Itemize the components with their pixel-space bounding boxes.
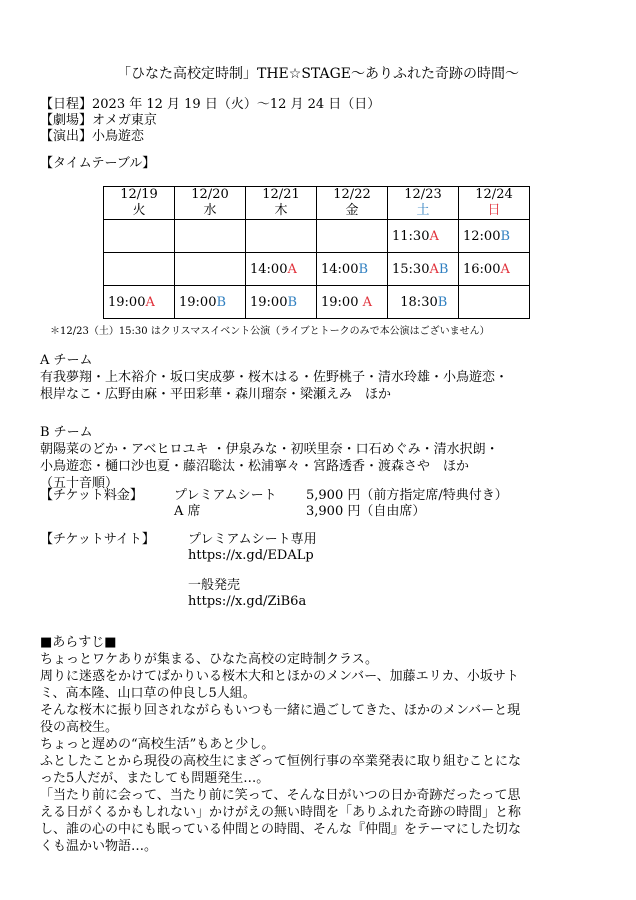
synopsis-line: 「当たり前に会って、当たり前に笑って、そんな日がいつの日か奇跡だったって思 bbox=[40, 788, 521, 803]
team-label: B bbox=[437, 294, 448, 310]
header-date: 12/24 bbox=[475, 187, 513, 202]
header-date: 12/23 bbox=[404, 187, 442, 202]
team-label: B bbox=[500, 228, 511, 244]
team-label: A bbox=[429, 228, 439, 244]
performance-cell: 19:00A bbox=[104, 286, 175, 319]
performance-cell: 12:00B bbox=[459, 220, 530, 253]
synopsis-line: ふとしたことから現役の高校生にまざって恒例行事の卒業発表に取り組むことにな bbox=[40, 754, 522, 769]
team-label: A bbox=[145, 294, 155, 310]
team-b-members: 小鳥遊恋・樋口沙也夏・藤沼聡汰・松浦寧々・宮路透香・渡森さや ほか bbox=[40, 459, 470, 474]
header-day: 金 bbox=[345, 203, 359, 218]
ticket-price-label: 【チケット料金】 bbox=[40, 488, 143, 503]
timetable-heading: 【タイムテーブル】 bbox=[40, 156, 156, 171]
team-b-section bbox=[40, 424, 610, 492]
synopsis-line: し、誰の心の中にも眠っている仲間との時間、そんな『仲間』をテーマにした切な bbox=[40, 822, 522, 837]
synopsis-line: 役の高校生。 bbox=[40, 720, 119, 735]
synopsis-line: ちょっと遅めの“高校生活”もあと少し。 bbox=[40, 737, 275, 752]
header-cell bbox=[459, 187, 530, 220]
team-a-members: 根岸なこ・広野由麻・平田彩華・森川瑠奈・梁瀬えみ ほか bbox=[40, 387, 392, 402]
timetable-row bbox=[104, 286, 530, 319]
performance-cell: 14:00A bbox=[246, 253, 317, 286]
team-label: B bbox=[216, 294, 227, 310]
performance-cell: 16:00A bbox=[459, 253, 530, 286]
synopsis-line: くも温かい物語…。 bbox=[40, 839, 158, 854]
venue: 【劇場】オメガ東京 bbox=[40, 113, 157, 128]
performance-cell bbox=[246, 220, 317, 253]
ticket-site-label: 【チケットサイト】 bbox=[40, 532, 155, 547]
synopsis-line: ミ、高本隆、山口草の仲良し5人組。 bbox=[40, 686, 256, 701]
header-date: 12/19 bbox=[120, 187, 158, 202]
performance-cell bbox=[104, 220, 175, 253]
header-day-sunday: 日 bbox=[487, 203, 501, 218]
timetable-note: ＊12/23（土）15:30 はクリスマスイベント公演（ライブとトークのみで本公演はございません） bbox=[50, 326, 490, 337]
synopsis-line: 周りに迷惑をかけてばかりいる桜木大和とほかのメンバー、加藤エリカ、小坂サト bbox=[40, 669, 519, 684]
timetable-header-row bbox=[104, 187, 530, 220]
performance-cell: 15:30AB bbox=[388, 253, 459, 286]
synopsis-line: える日がくるかもしれない」かけがえの無い時間を「ありふれた奇跡の時間」と称 bbox=[40, 805, 522, 820]
header-day: 水 bbox=[203, 203, 217, 218]
header-date: 12/22 bbox=[333, 187, 371, 202]
team-label: A bbox=[287, 261, 297, 277]
header-cell bbox=[175, 187, 246, 220]
synopsis-line: そんな桜木に振り回されながらもいつも一緒に過ごしてきた、ほかのメンバーと現 bbox=[40, 703, 521, 718]
header-date: 12/20 bbox=[191, 187, 229, 202]
performance-cell: 19:00B bbox=[246, 286, 317, 319]
team-b-heading: B チーム bbox=[40, 425, 93, 440]
team-label: B bbox=[358, 261, 369, 277]
general-site-url[interactable]: https://x.gd/ZiB6a bbox=[188, 594, 307, 609]
team-a-heading: A チーム bbox=[40, 353, 93, 368]
performance-cell bbox=[175, 253, 246, 286]
performance-cell bbox=[459, 286, 530, 319]
general-site-label: 一般発売 bbox=[188, 578, 241, 593]
ticket-a-name: A 席 bbox=[174, 504, 201, 519]
team-b-members: 朝陽菜のどか・アベヒロユキ ・伊泉みな・初咲里奈・口石めぐみ・清水択朗・ bbox=[40, 442, 499, 457]
timetable-row bbox=[104, 253, 530, 286]
performance-cell bbox=[317, 220, 388, 253]
timetable-row bbox=[104, 220, 530, 253]
synopsis-section bbox=[40, 634, 610, 855]
performance-cell: 19:00 A bbox=[317, 286, 388, 319]
header-cell bbox=[104, 187, 175, 220]
synopsis-line: った5人だが、またしても問題発生…。 bbox=[40, 771, 270, 786]
performance-cell: 19:00B bbox=[175, 286, 246, 319]
header-cell bbox=[317, 187, 388, 220]
header-day-saturday: 土 bbox=[416, 203, 430, 218]
schedule-dates: 【日程】2023 年 12 月 19 日（火）〜12 月 24 日（日） bbox=[40, 97, 381, 112]
performance-cell bbox=[104, 253, 175, 286]
ticket-premium-price: 5,900 円（前方指定席/特典付き） bbox=[306, 488, 508, 503]
director: 【演出】小鳥遊恋 bbox=[40, 129, 145, 144]
page-title: 「ひなた高校定時制」THE☆STAGE〜ありふれた奇跡の時間〜 bbox=[117, 66, 519, 82]
header-cell bbox=[246, 187, 317, 220]
header-date: 12/21 bbox=[262, 187, 300, 202]
premium-site-url[interactable]: https://x.gd/EDALp bbox=[188, 548, 314, 563]
timetable bbox=[103, 186, 530, 319]
performance-cell: 18:30B bbox=[388, 286, 459, 319]
team-a-members: 有我夢翔・上木裕介・坂口実成夢・桜木はる・佐野桃子・清水玲雄・小鳥遊恋・ bbox=[40, 370, 509, 385]
ticket-a-price: 3,900 円（自由席） bbox=[306, 504, 426, 519]
performance-cell: 11:30A bbox=[388, 220, 459, 253]
team-b-order-note: （五十音順） bbox=[40, 476, 119, 491]
premium-site-label: プレミアムシート専用 bbox=[188, 532, 317, 547]
header-day: 火 bbox=[132, 203, 146, 218]
performance-cell bbox=[175, 220, 246, 253]
team-a-section bbox=[40, 352, 610, 403]
ticket-premium-name: プレミアムシート bbox=[174, 488, 277, 503]
team-label: A bbox=[500, 261, 510, 277]
performance-cell: 14:00B bbox=[317, 253, 388, 286]
header-cell bbox=[388, 187, 459, 220]
synopsis-line: ちょっとワケありが集まる、ひなた高校の定時制クラス。 bbox=[40, 652, 379, 667]
synopsis-heading: ■あらすじ■ bbox=[40, 635, 117, 650]
header-day: 木 bbox=[274, 203, 288, 218]
team-label: B bbox=[287, 294, 298, 310]
team-label: A bbox=[362, 294, 372, 310]
